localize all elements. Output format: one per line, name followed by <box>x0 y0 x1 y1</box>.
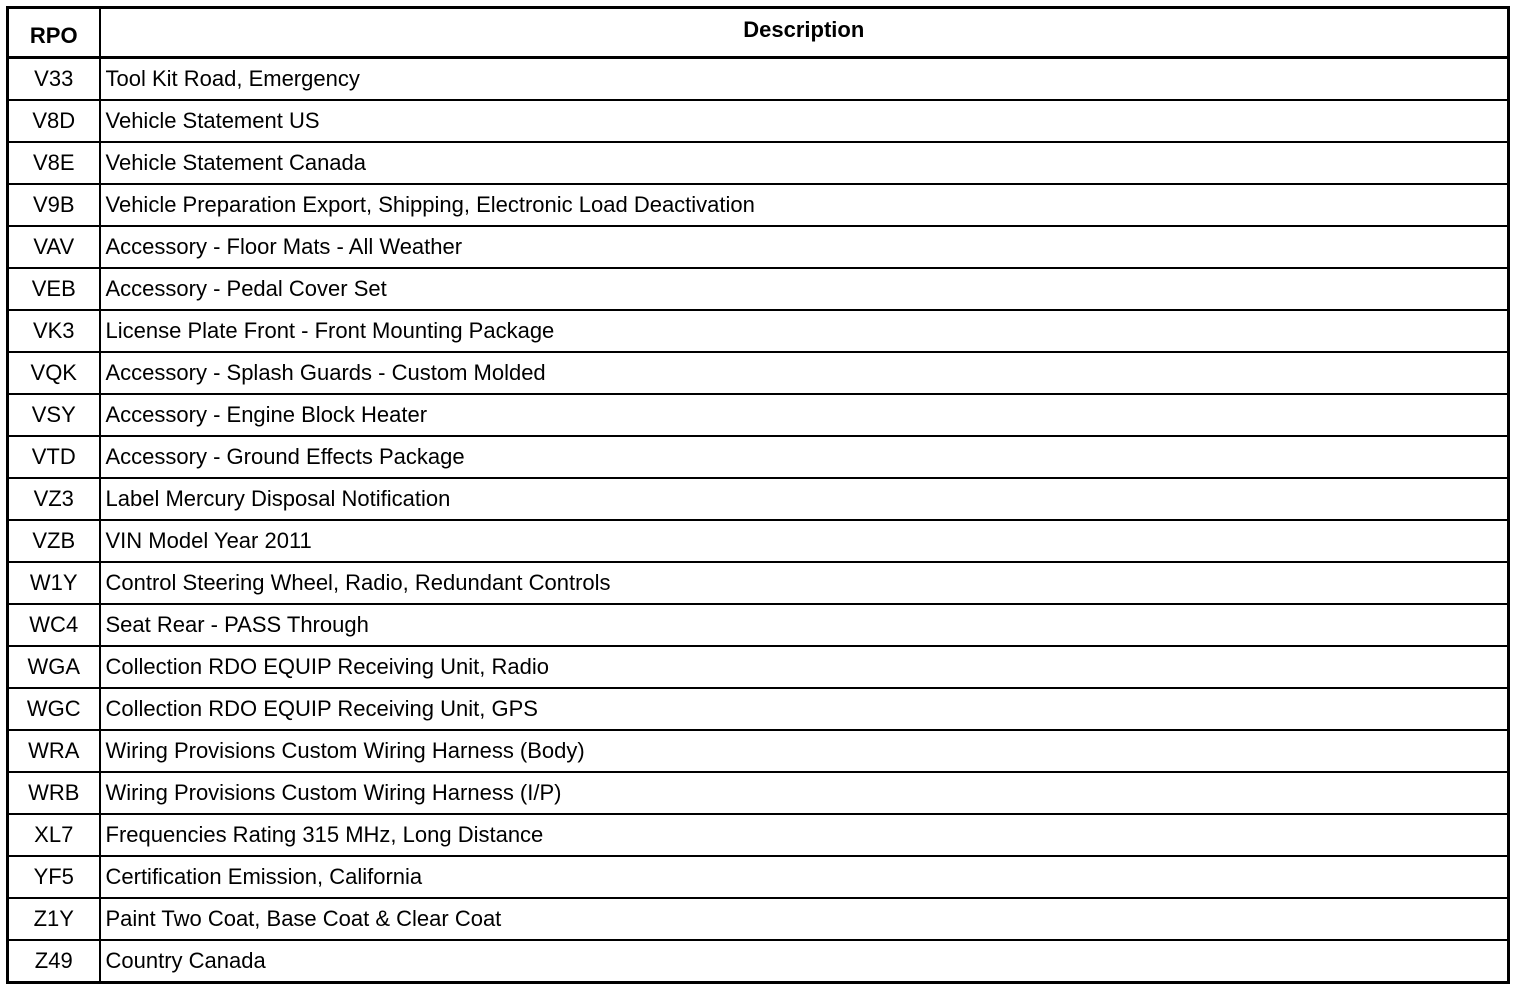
rpo-code-cell: WC4 <box>8 604 100 646</box>
description-cell: VIN Model Year 2011 <box>100 520 1509 562</box>
table-row <box>8 898 1509 940</box>
table-row <box>8 478 1509 520</box>
rpo-code-cell: VSY <box>8 394 100 436</box>
description-cell: Control Steering Wheel, Radio, Redundant Controls <box>100 562 1509 604</box>
table-row <box>8 310 1509 352</box>
description-cell: Certification Emission, California <box>100 856 1509 898</box>
rpo-code-cell: Z1Y <box>8 898 100 940</box>
rpo-code-cell: WGA <box>8 646 100 688</box>
description-column-header: Description <box>100 8 1509 58</box>
description-cell: Country Canada <box>100 940 1509 983</box>
table-row <box>8 856 1509 898</box>
description-cell: Vehicle Preparation Export, Shipping, Electronic Load Deactivation <box>100 184 1509 226</box>
description-cell: Frequencies Rating 315 MHz, Long Distance <box>100 814 1509 856</box>
rpo-code-cell: VAV <box>8 226 100 268</box>
table-row <box>8 268 1509 310</box>
description-cell: Accessory - Splash Guards - Custom Molded <box>100 352 1509 394</box>
rpo-code-cell: V9B <box>8 184 100 226</box>
table-row <box>8 184 1509 226</box>
table-row <box>8 100 1509 142</box>
table-row <box>8 142 1509 184</box>
table-row <box>8 940 1509 983</box>
description-cell: License Plate Front - Front Mounting Package <box>100 310 1509 352</box>
description-cell: Seat Rear - PASS Through <box>100 604 1509 646</box>
rpo-code-cell: WRA <box>8 730 100 772</box>
table-row <box>8 604 1509 646</box>
table-row <box>8 436 1509 478</box>
table-row <box>8 520 1509 562</box>
description-cell: Accessory - Floor Mats - All Weather <box>100 226 1509 268</box>
table-row <box>8 688 1509 730</box>
description-cell: Collection RDO EQUIP Receiving Unit, GPS <box>100 688 1509 730</box>
table-body <box>8 58 1509 983</box>
table-row <box>8 562 1509 604</box>
description-cell: Accessory - Engine Block Heater <box>100 394 1509 436</box>
table-row <box>8 226 1509 268</box>
rpo-code-cell: Z49 <box>8 940 100 983</box>
rpo-code-cell: WRB <box>8 772 100 814</box>
table-row <box>8 814 1509 856</box>
rpo-code-cell: VEB <box>8 268 100 310</box>
table-row <box>8 352 1509 394</box>
description-cell: Paint Two Coat, Base Coat & Clear Coat <box>100 898 1509 940</box>
description-cell: Tool Kit Road, Emergency <box>100 58 1509 101</box>
rpo-code-cell: XL7 <box>8 814 100 856</box>
description-cell: Collection RDO EQUIP Receiving Unit, Radio <box>100 646 1509 688</box>
rpo-code-cell: VZB <box>8 520 100 562</box>
description-cell: Wiring Provisions Custom Wiring Harness (I/P) <box>100 772 1509 814</box>
table-row <box>8 394 1509 436</box>
rpo-column-header: RPO <box>8 8 100 58</box>
header-row <box>8 8 1509 58</box>
rpo-table <box>6 6 1510 984</box>
description-cell: Wiring Provisions Custom Wiring Harness (Body) <box>100 730 1509 772</box>
description-cell: Label Mercury Disposal Notification <box>100 478 1509 520</box>
rpo-code-cell: VK3 <box>8 310 100 352</box>
rpo-code-cell: VTD <box>8 436 100 478</box>
table-row <box>8 646 1509 688</box>
table-header <box>8 8 1509 58</box>
rpo-code-cell: V8E <box>8 142 100 184</box>
rpo-code-cell: YF5 <box>8 856 100 898</box>
description-cell: Vehicle Statement US <box>100 100 1509 142</box>
rpo-code-cell: W1Y <box>8 562 100 604</box>
rpo-code-cell: WGC <box>8 688 100 730</box>
table-row <box>8 772 1509 814</box>
description-cell: Vehicle Statement Canada <box>100 142 1509 184</box>
table-row <box>8 58 1509 101</box>
rpo-code-cell: VQK <box>8 352 100 394</box>
rpo-code-cell: V8D <box>8 100 100 142</box>
rpo-code-cell: V33 <box>8 58 100 101</box>
table-row <box>8 730 1509 772</box>
rpo-code-cell: VZ3 <box>8 478 100 520</box>
description-cell: Accessory - Pedal Cover Set <box>100 268 1509 310</box>
description-cell: Accessory - Ground Effects Package <box>100 436 1509 478</box>
